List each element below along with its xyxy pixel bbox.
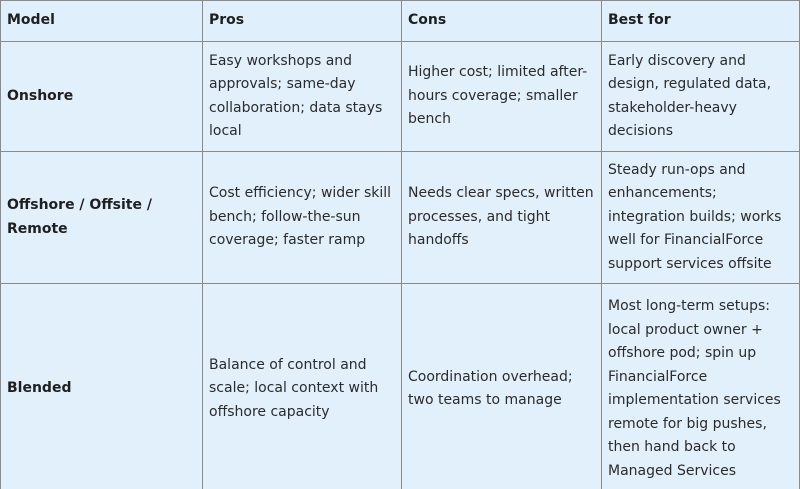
- header-row: [1, 1, 800, 42]
- table-row: [1, 284, 800, 489]
- row-best-for-cell: Most long-term setups: local product owner + offshore pod; spin up FinancialForce implementation services remote for big pushes, then hand back to Managed Services: [602, 284, 800, 489]
- row-pros-cell: Cost efficiency; wider skill bench; follow-the-sun coverage; faster ramp: [203, 152, 402, 284]
- row-cons-cell: Needs clear specs, written processes, and tight handoffs: [402, 152, 602, 284]
- header-pros: Pros: [203, 1, 402, 42]
- row-cons-cell: Coordination overhead; two teams to manage: [402, 284, 602, 489]
- table-row: [1, 152, 800, 284]
- row-model-cell: Blended: [1, 284, 203, 489]
- table-header: [1, 1, 800, 42]
- row-best-for-cell: Early discovery and design, regulated data, stakeholder-heavy decisions: [602, 42, 800, 152]
- row-pros-cell: Balance of control and scale; local context with offshore capacity: [203, 284, 402, 489]
- table-row: [1, 42, 800, 152]
- header-cons: Cons: [402, 1, 602, 42]
- row-best-for-cell: Steady run-ops and enhancements; integration builds; works well for FinancialForce support services offsite: [602, 152, 800, 284]
- row-model-cell: Onshore: [1, 42, 203, 152]
- row-pros-cell: Easy workshops and approvals; same-day collaboration; data stays local: [203, 42, 402, 152]
- header-best-for: Best for: [602, 1, 800, 42]
- row-cons-cell: Higher cost; limited after-hours coverage; smaller bench: [402, 42, 602, 152]
- header-model: Model: [1, 1, 203, 42]
- row-model-cell: Offshore / Offsite / Remote: [1, 152, 203, 284]
- table-body: [1, 42, 800, 489]
